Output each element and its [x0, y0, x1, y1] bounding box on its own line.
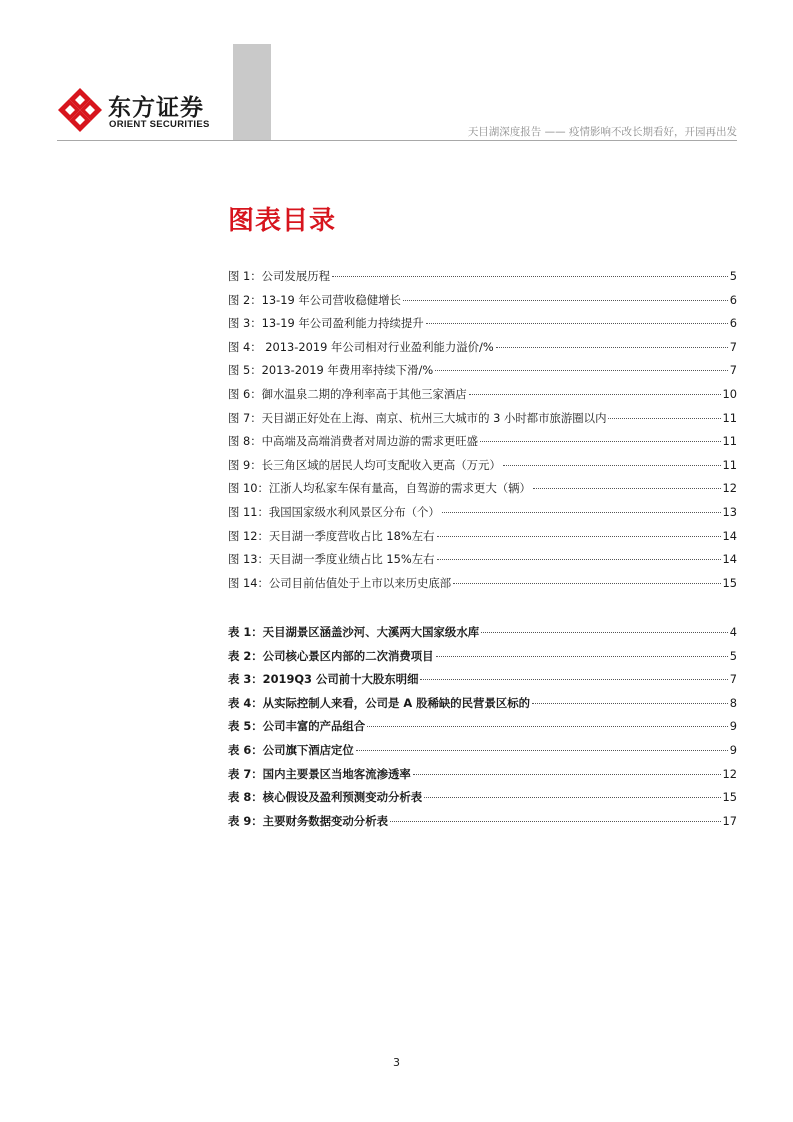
toc-entry-label: 图 4： 2013-2019 年公司相对行业盈利能力溢价/% [228, 339, 494, 354]
toc-entry-page: 14 [722, 552, 737, 567]
dot-leader [503, 465, 721, 466]
toc-entry-label: 图 3：13-19 年公司盈利能力持续提升 [228, 316, 424, 331]
toc-entry[interactable] [228, 315, 737, 339]
toc-entry-label: 图 10：江浙人均私家车保有量高，自驾游的需求更大（辆） [228, 481, 531, 496]
toc-entry[interactable] [228, 766, 737, 790]
toc-entry-page: 10 [722, 386, 737, 401]
toc-entry-label: 表 2：公司核心景区内部的二次消费项目 [228, 648, 434, 663]
toc-entry[interactable] [228, 742, 737, 766]
dot-leader [442, 512, 721, 513]
toc-entry-label: 图 9：长三角区域的居民人均可支配收入更高（万元） [228, 457, 501, 472]
dot-leader [424, 797, 720, 798]
toc-entry[interactable] [228, 386, 737, 410]
page-number: 3 [393, 1056, 400, 1069]
toc-entry[interactable] [228, 528, 737, 552]
company-name-en: ORIENT SECURITIES [109, 119, 210, 130]
toc-entry-page: 17 [722, 813, 737, 828]
dot-leader [469, 394, 721, 395]
toc-entry-page: 6 [729, 316, 737, 331]
toc-entry[interactable] [228, 718, 737, 742]
figure-list [228, 268, 737, 598]
dot-leader [436, 656, 728, 657]
dot-leader [435, 370, 728, 371]
toc-entry-label: 图 7：天目湖正好处在上海、南京、杭州三大城市的 3 小时都市旅游圈以内 [228, 410, 607, 425]
toc-entry-page: 5 [729, 269, 737, 283]
toc-entry-label: 图 8：中高端及高端消费者对周边游的需求更旺盛 [228, 434, 479, 449]
company-logo [57, 87, 227, 135]
toc-entry-page: 15 [722, 790, 737, 805]
toc-entry-label: 表 7：国内主要景区当地客流渗透率 [228, 766, 411, 781]
toc-entry[interactable] [228, 504, 737, 528]
toc-entry[interactable] [228, 433, 737, 457]
dot-leader [533, 488, 721, 489]
toc-entry-page: 9 [729, 719, 737, 734]
toc-entry-label: 图 13：天目湖一季度业绩占比 15%左右 [228, 552, 435, 567]
dot-leader [332, 276, 728, 277]
toc-entry-page: 15 [722, 575, 737, 590]
header-divider [57, 140, 737, 141]
toc-entry[interactable] [228, 362, 737, 386]
report-header-title: 天目湖深度报告 —— 疫情影响不改长期看好，开园再出发 [467, 126, 737, 138]
toc-entry[interactable] [228, 695, 737, 719]
toc-entry-label: 图 11：我国国家级水利风景区分布（个） [228, 504, 440, 519]
toc-entry-label: 图 14：公司目前估值处于上市以来历史底部 [228, 575, 452, 590]
toc-entry-page: 7 [729, 672, 737, 687]
toc-entry-page: 14 [722, 528, 737, 543]
toc-entry-label: 表 6：公司旗下酒店定位 [228, 742, 354, 757]
company-name-cn: 东方证券 [108, 95, 204, 121]
orient-logo-icon [57, 87, 103, 133]
dot-leader [413, 774, 721, 775]
toc-entry[interactable] [228, 457, 737, 481]
toc-entry-page: 6 [729, 292, 737, 307]
toc-entry-page: 9 [729, 742, 737, 757]
dot-leader [437, 536, 721, 537]
toc-entry-label: 图 5：2013-2019 年费用率持续下滑/% [228, 363, 434, 378]
dot-leader [453, 583, 720, 584]
toc-entry[interactable] [228, 671, 737, 695]
dot-leader [532, 703, 728, 704]
page-title: 图表目录 [228, 206, 337, 236]
dot-leader [480, 441, 720, 442]
toc-entry[interactable] [228, 648, 737, 672]
toc-entry[interactable] [228, 410, 737, 434]
toc-entry[interactable] [228, 813, 737, 837]
toc-entry-label: 表 1：天目湖景区涵盖沙河、大溪两大国家级水库 [228, 625, 480, 639]
toc-entry-page: 12 [722, 766, 737, 781]
toc-entry-page: 11 [722, 434, 737, 449]
toc-entry-label: 图 1：公司发展历程 [228, 269, 330, 283]
toc-entry-label: 图 12：天目湖一季度营收占比 18%左右 [228, 528, 435, 543]
dot-leader [481, 632, 728, 633]
dot-leader [496, 347, 728, 348]
dot-leader [426, 323, 728, 324]
toc-entry[interactable] [228, 268, 737, 292]
toc-entry-label: 表 4：从实际控制人来看，公司是 A 股稀缺的民营景区标的 [228, 695, 531, 710]
toc-entry[interactable] [228, 480, 737, 504]
toc-entry-label: 表 3：2019Q3 公司前十大股东明细 [228, 672, 419, 687]
dot-leader [437, 559, 721, 560]
dot-leader [608, 418, 720, 419]
table-list [228, 624, 737, 836]
toc-entry-page: 7 [729, 363, 737, 378]
toc-entry[interactable] [228, 575, 737, 599]
toc-entry-page: 11 [722, 457, 737, 472]
toc-entry-page: 4 [729, 625, 737, 639]
toc-entry-label: 图 6：御水温泉二期的净利率高于其他三家酒店 [228, 386, 467, 401]
toc-entry[interactable] [228, 292, 737, 316]
toc-entry-page: 5 [729, 648, 737, 663]
toc-entry-page: 13 [722, 504, 737, 519]
dot-leader [420, 679, 727, 680]
toc-entry-label: 表 5：公司丰富的产品组合 [228, 719, 366, 734]
toc-entry-page: 8 [729, 695, 737, 710]
toc-entry-page: 7 [729, 339, 737, 354]
dot-leader [403, 300, 728, 301]
toc-entry-page: 11 [722, 410, 737, 425]
toc-entry[interactable] [228, 339, 737, 363]
dot-leader [390, 821, 721, 822]
toc-entry-label: 图 2：13-19 年公司营收稳健增长 [228, 292, 401, 307]
toc-entry-label: 表 9：主要财务数据变动分析表 [228, 813, 388, 828]
toc-entry[interactable] [228, 624, 737, 648]
toc-entry-label: 表 8：核心假设及盈利预测变动分析表 [228, 790, 423, 805]
toc-entry[interactable] [228, 551, 737, 575]
toc-entry-page: 12 [722, 481, 737, 496]
dot-leader [367, 726, 728, 727]
dot-leader [356, 750, 728, 751]
toc-entry[interactable] [228, 789, 737, 813]
header-gray-bar [233, 44, 271, 140]
